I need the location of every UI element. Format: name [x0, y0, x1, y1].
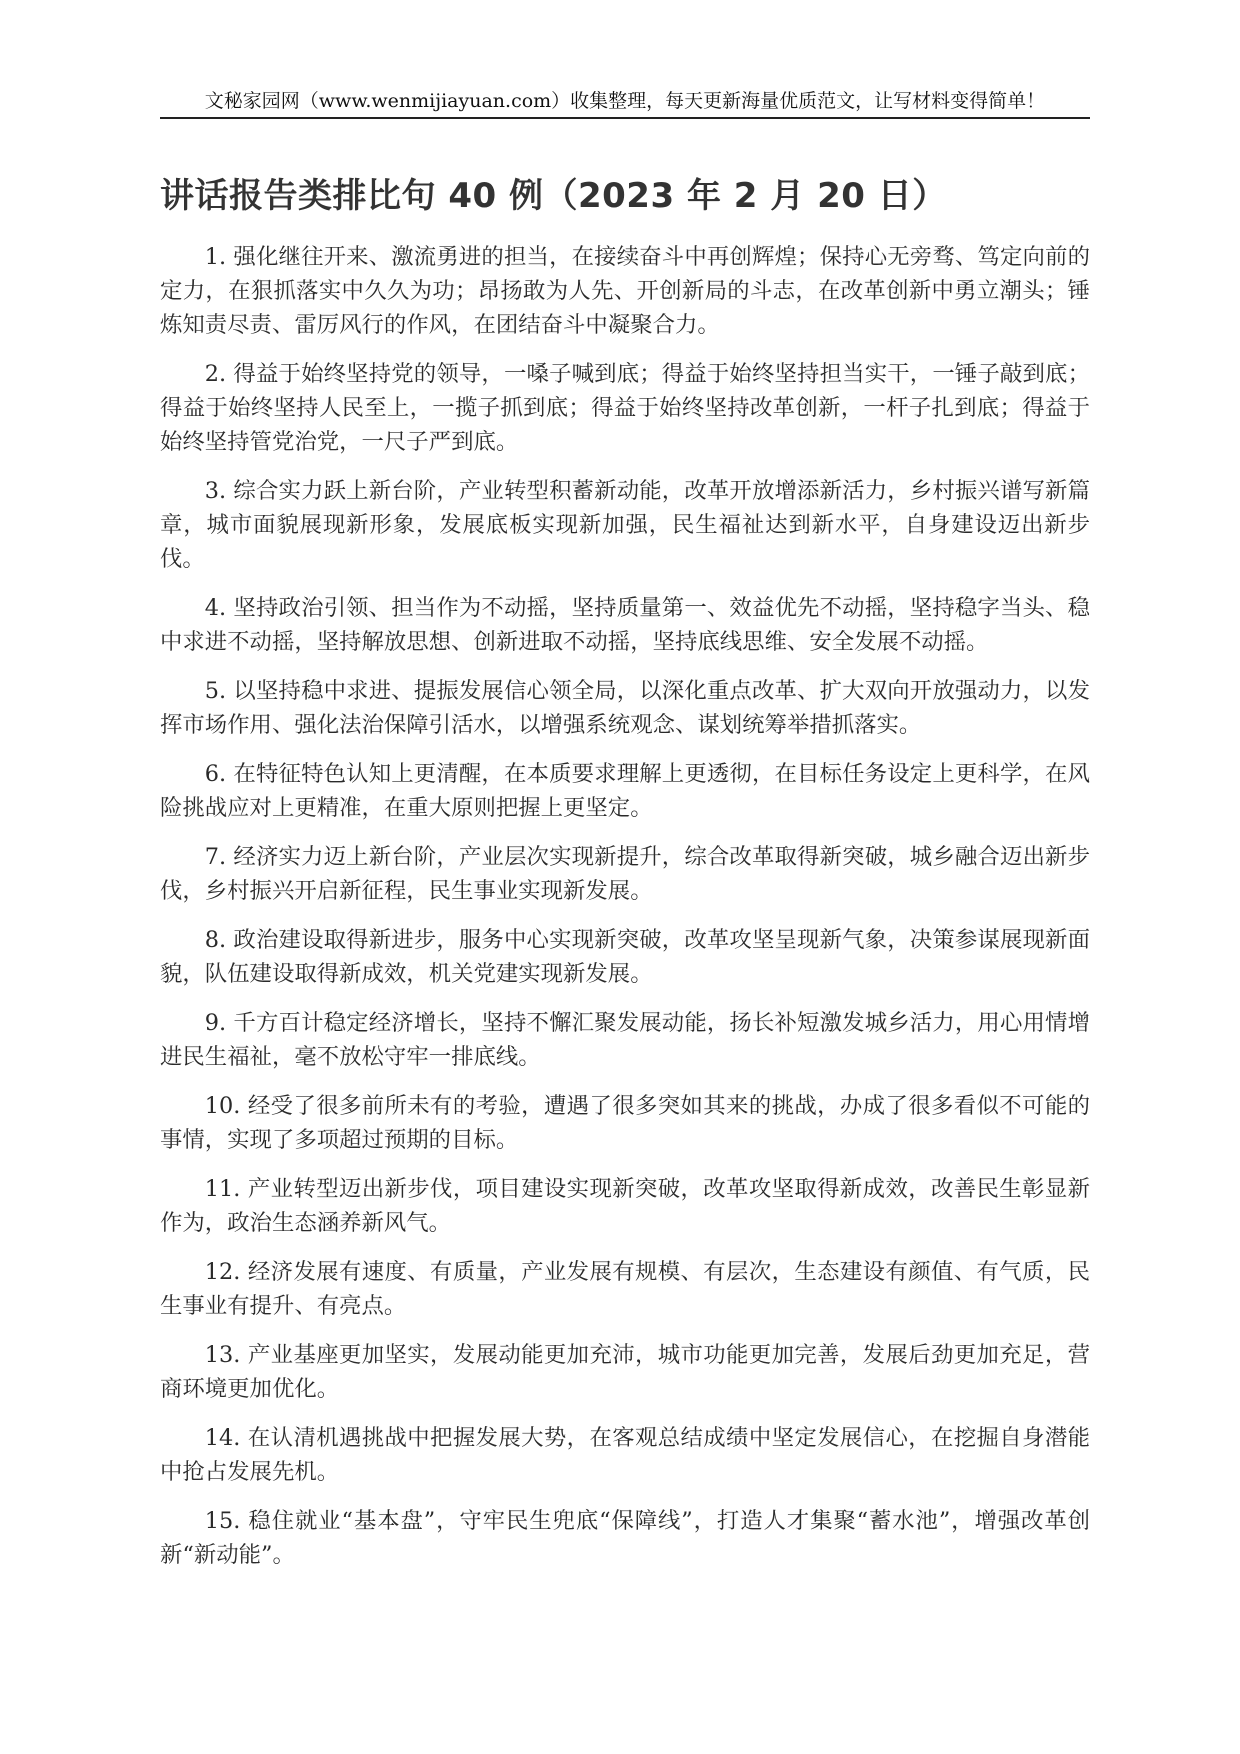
document-title: 讲话报告类排比句 40 例（2023 年 2 月 20 日） [160, 176, 947, 216]
paragraph: 8. 政治建设取得新进步，服务中心实现新突破，改革攻坚呈现新气象，决策参谋展现新面貌，队伍建设取得新成效，机关党建实现新发展。 [160, 927, 1090, 987]
paragraph: 2. 得益于始终坚持党的领导，一嗓子喊到底；得益于始终坚持担当实干，一锤子敲到底；得益于始终坚持人民至上，一揽子抓到底；得益于始终坚持改革创新，一杆子扎到底；得益于始终坚持管党治党，一尺子严到底。 [160, 361, 1090, 455]
paragraph: 12. 经济发展有速度、有质量，产业发展有规模、有层次，生态建设有颜值、有气质，民生事业有提升、有亮点。 [160, 1259, 1090, 1319]
paragraph: 13. 产业基座更加坚实，发展动能更加充沛，城市功能更加完善，发展后劲更加充足，营商环境更加优化。 [160, 1342, 1090, 1402]
document-body [160, 240, 1090, 1587]
paragraph: 11. 产业转型迈出新步伐，项目建设实现新突破，改革攻坚取得新成效，改善民生彰显新作为，政治生态涵养新风气。 [160, 1176, 1090, 1236]
paragraph: 6. 在特征特色认知上更清醒，在本质要求理解上更透彻，在目标任务设定上更科学，在风险挑战应对上更精准，在重大原则把握上更坚定。 [160, 761, 1090, 821]
paragraph: 9. 千方百计稳定经济增长，坚持不懈汇聚发展动能，扬长补短激发城乡活力，用心用情增进民生福祉，毫不放松守牢一排底线。 [160, 1010, 1090, 1070]
paragraph: 15. 稳住就业“基本盘”，守牢民生兜底“保障线”，打造人才集聚“蓄水池”，增强改革创新“新动能”。 [160, 1508, 1090, 1568]
paragraph: 10. 经受了很多前所未有的考验，遭遇了很多突如其来的挑战，办成了很多看似不可能的事情，实现了多项超过预期的目标。 [160, 1093, 1090, 1153]
paragraph: 1. 强化继往开来、激流勇进的担当，在接续奋斗中再创辉煌；保持心无旁骛、笃定向前的定力，在狠抓落实中久久为功；昂扬敢为人先、开创新局的斗志，在改革创新中勇立潮头；锤炼知责尽责、雷厉风行的作风，在团结奋斗中凝聚合力。 [160, 244, 1090, 338]
paragraph: 14. 在认清机遇挑战中把握发展大势，在客观总结成绩中坚定发展信心，在挖掘自身潜能中抢占发展先机。 [160, 1425, 1090, 1485]
paragraph: 7. 经济实力迈上新台阶，产业层次实现新提升，综合改革取得新突破，城乡融合迈出新步伐，乡村振兴开启新征程，民生事业实现新发展。 [160, 844, 1090, 904]
paragraph: 4. 坚持政治引领、担当作为不动摇，坚持质量第一、效益优先不动摇，坚持稳字当头、稳中求进不动摇，坚持解放思想、创新进取不动摇，坚持底线思维、安全发展不动摇。 [160, 595, 1090, 655]
page-header: 文秘家园网（www.wenmijiayuan.com）收集整理，每天更新海量优质范文，让写材料变得简单！ [160, 86, 1090, 119]
paragraph: 5. 以坚持稳中求进、提振发展信心领全局，以深化重点改革、扩大双向开放强动力，以发挥市场作用、强化法治保障引活水，以增强系统观念、谋划统筹举措抓落实。 [160, 678, 1090, 738]
paragraph: 3. 综合实力跃上新台阶，产业转型积蓄新动能，改革开放增添新活力，乡村振兴谱写新篇章，城市面貌展现新形象，发展底板实现新加强，民生福祉达到新水平，自身建设迈出新步伐。 [160, 478, 1090, 572]
